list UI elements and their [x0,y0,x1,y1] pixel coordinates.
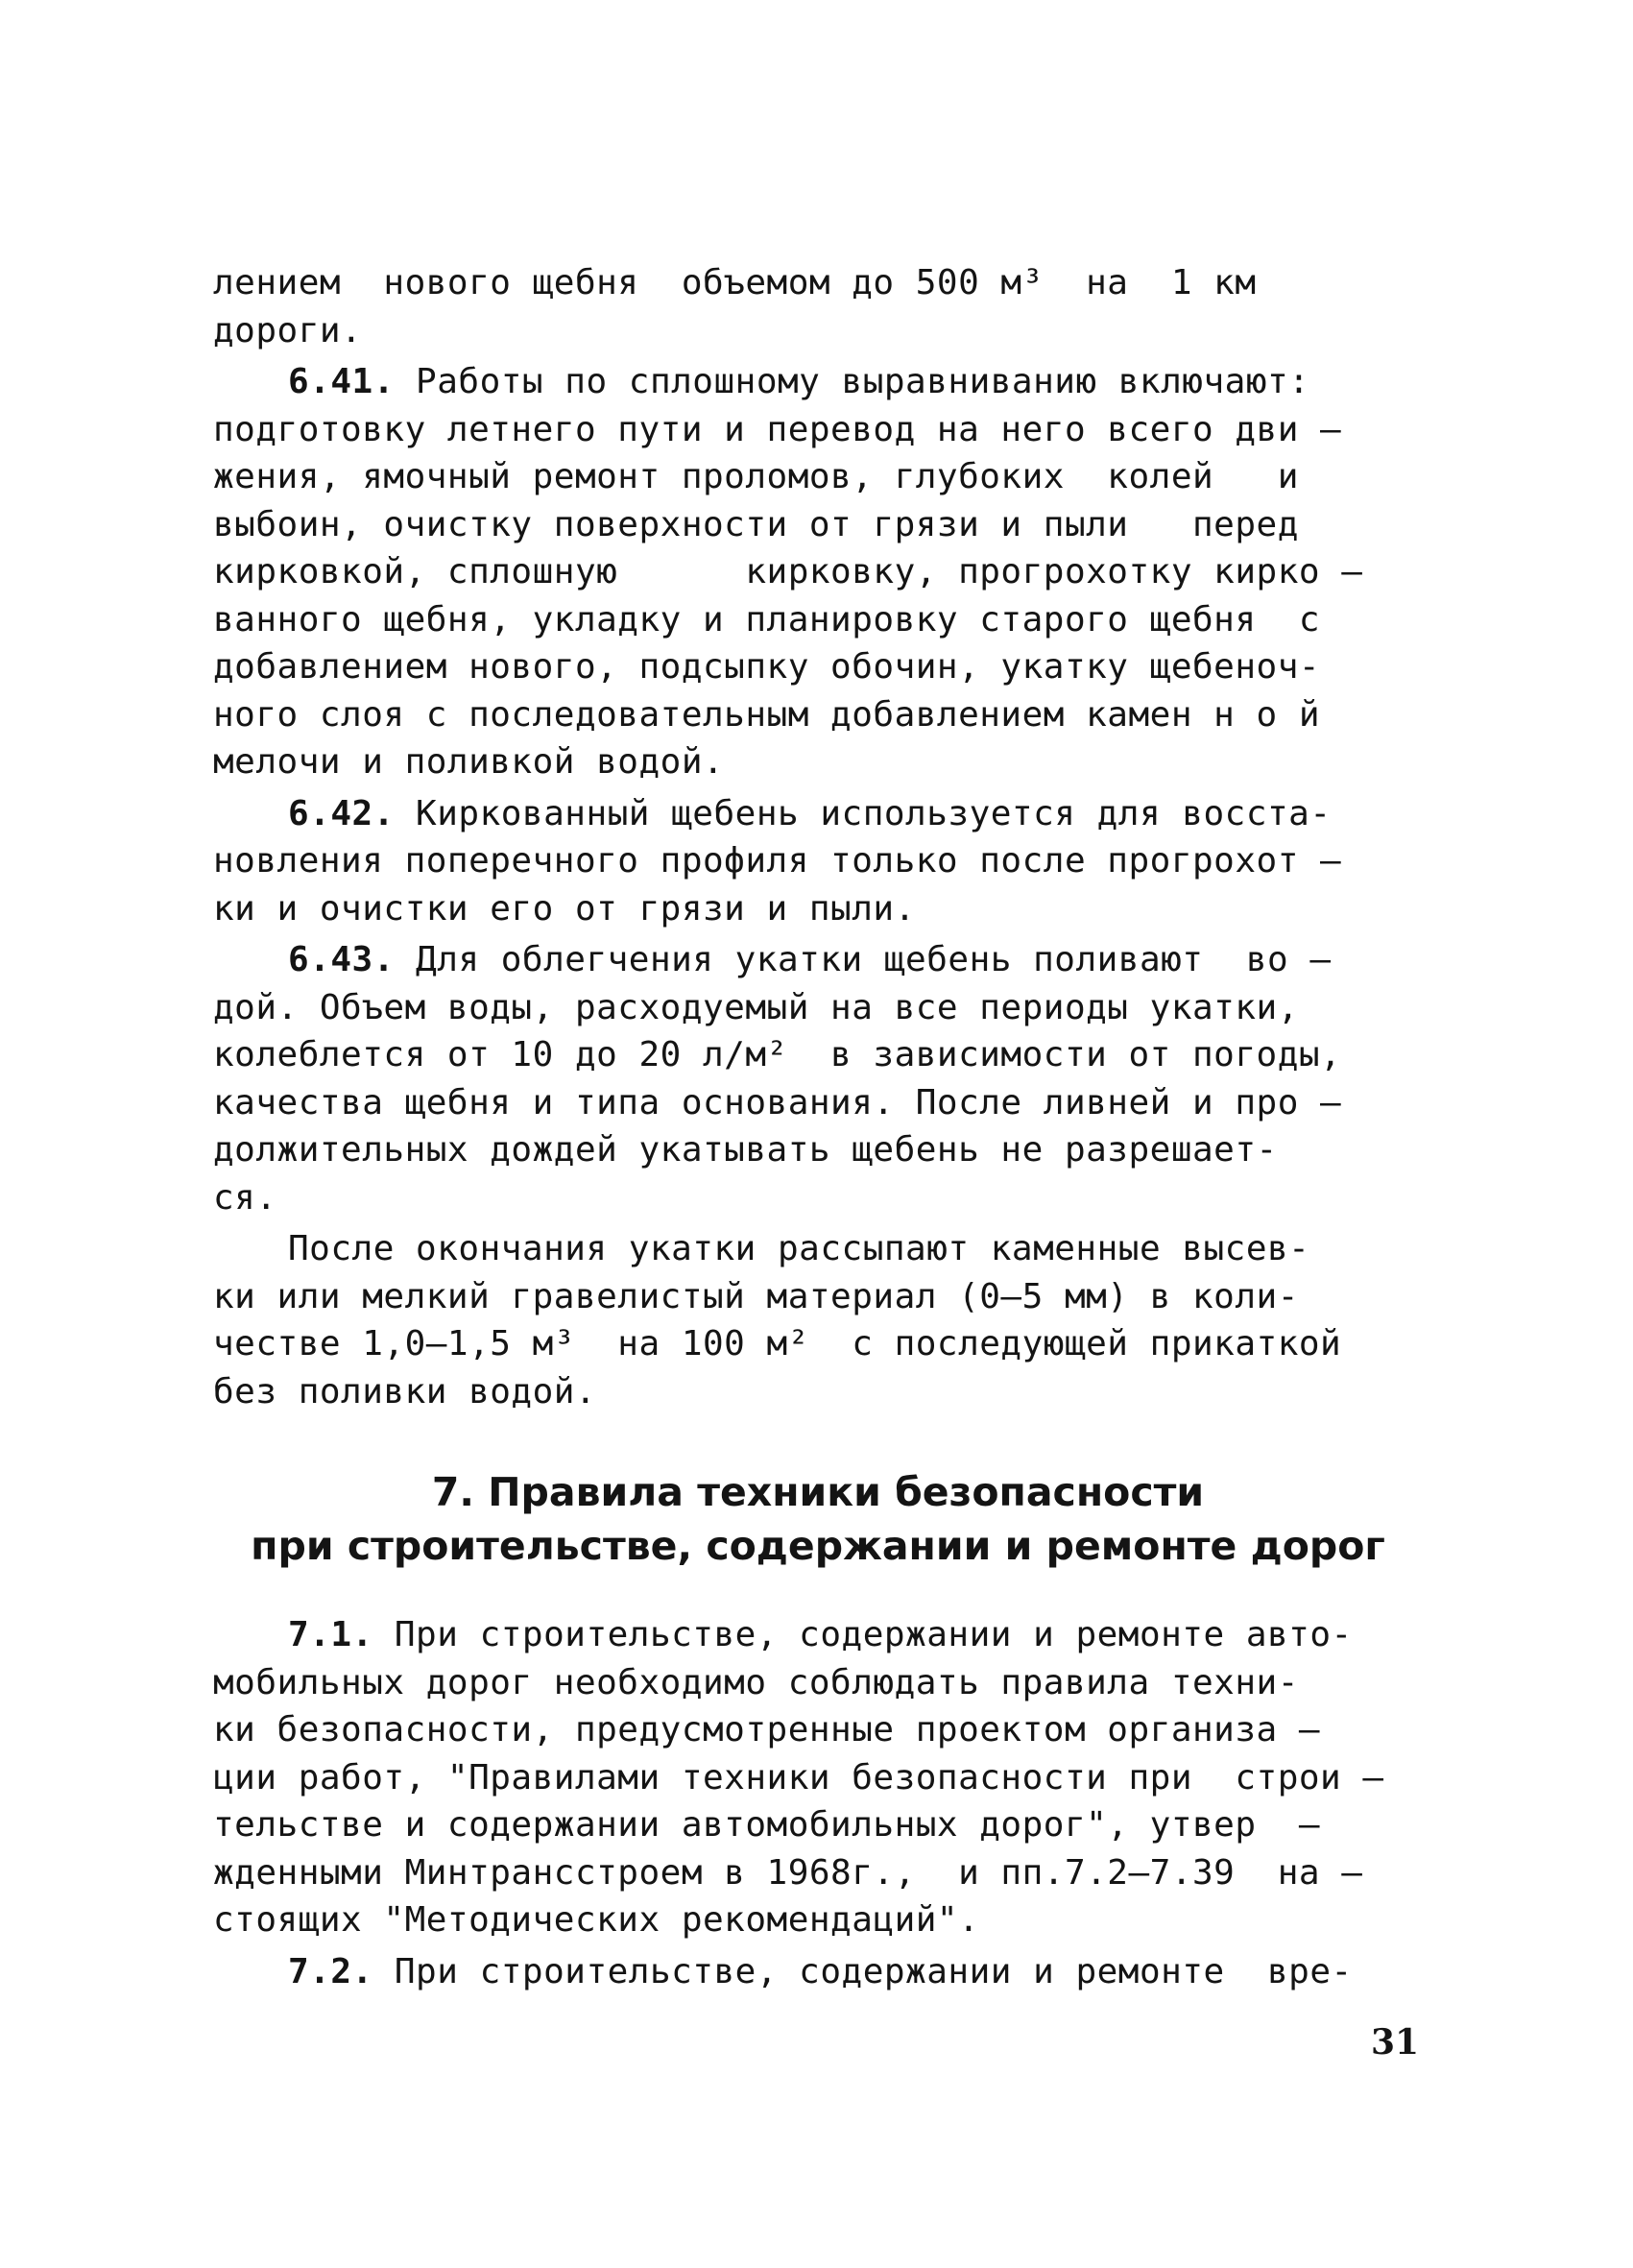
paragraph-6-42 [213,790,1423,933]
text-line: ки безопасности, предусмотренные проектом организа – [213,1710,1321,1749]
text-line: подготовку летнего пути и перевод на него всего дви – [213,409,1342,449]
section-heading [213,1465,1423,1573]
clause-number: 6.41. [288,362,395,401]
text-line: ного слоя с последовательным добавлением камен н о й [213,694,1321,735]
text-line: Работы по сплошному выравниванию включают: [394,362,1310,401]
text-line: ванного щебня, укладку и планировку старого щебня с [213,599,1321,639]
section-heading-line-2: при строительстве, содержании и ремонте дорог [251,1523,1385,1569]
text-line: добавлением нового, подсыпку обочин, укатку щебеноч- [213,647,1321,687]
paragraph-7-2 [213,1948,1423,1996]
text-line: дороги. [213,310,363,350]
text-line: жения, ямочный ремонт проломов, глубоких колей и [213,457,1299,496]
clause-number: 7.1. [288,1615,373,1654]
paragraph-6-41 [213,358,1423,786]
paragraph-7-1 [213,1611,1423,1944]
section-heading-line-1: 7. Правила техники безопасности [431,1469,1205,1515]
text-line: без поливки водой. [213,1371,597,1411]
paragraph-after-rolling [213,1225,1423,1415]
text-line: качества щебня и типа основания. После ливней и про – [213,1082,1342,1122]
text-line: стоящих "Методических рекомендаций". [213,1900,980,1940]
text-line: тельстве и содержании автомобильных дорог", утвер – [213,1805,1321,1845]
clause-number: 7.2. [288,1951,373,1991]
text-line: ции работ, "Правилами техники безопасности при строи – [213,1757,1384,1798]
text-line: должительных дождей укатывать щебень не разрешает- [213,1130,1278,1170]
text-line: колеблется от 10 до 20 л/м² в зависимости от погоды, [213,1035,1342,1074]
paragraph-continuation [213,259,1423,354]
text-line: ки или мелкий гравелистый материал (0–5 мм) в коли- [213,1276,1299,1316]
text-line: выбоин, очистку поверхности от грязи и пыли перед [213,504,1299,544]
text-line: Для облегчения укатки щебень поливают во – [394,940,1332,979]
paragraph-6-43 [213,936,1423,1221]
page-number: 31 [1371,2022,1420,2063]
text-line: ся. [213,1177,277,1218]
text-line: мобильных дорог необходимо соблюдать правила техни- [213,1662,1299,1702]
text-line: Киркованный щебень используется для восста- [394,793,1332,833]
page-content [213,259,1423,1999]
text-line: После окончания укатки рассыпают каменные высев- [288,1229,1310,1268]
text-line: ки и очистки его от грязи и пыли. [213,888,916,929]
text-line: мелочи и поливкой водой. [213,742,725,782]
text-line: честве 1,0–1,5 м³ на 100 м² с последующей прикаткой [213,1324,1342,1363]
text-line: дой. Объем воды, расходуемый на все периоды укатки, [213,987,1299,1027]
text-line: новления поперечного профиля только после прогрохот – [213,841,1342,881]
text-line: жденными Минтрансстроем в 1968г., и пп.7.2–7.39 на – [213,1852,1363,1893]
text-line: При строительстве, содержании и ремонте авто- [372,1615,1353,1654]
clause-number: 6.43. [288,940,395,979]
text-line: При строительстве, содержании и ремонте вре- [372,1951,1353,1991]
text-line: лением нового щебня объемом до 500 м³ на 1 км [213,263,1257,302]
text-line: кирковкой, сплошную кирковку, прогрохотку кирко – [213,552,1363,591]
clause-number: 6.42. [288,793,395,833]
